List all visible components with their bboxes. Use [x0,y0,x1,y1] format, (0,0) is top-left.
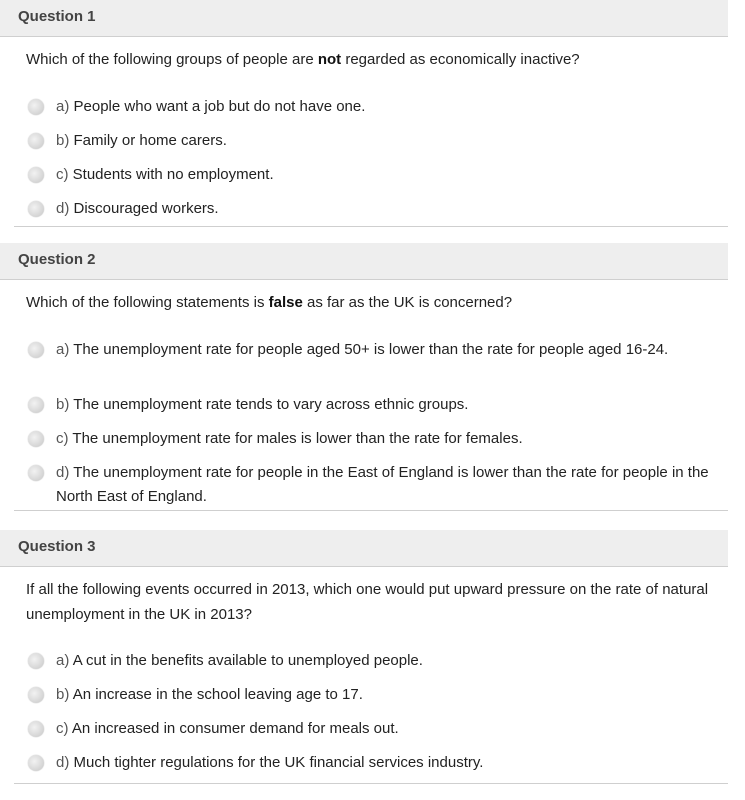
option-text: A cut in the benefits available to unemployed people. [72,652,423,669]
option-text: The unemployment rate for people in the East of England is lower than the rate for people in the North East of England. [56,464,709,505]
question-header [0,0,728,37]
option-text: Much tighter regulations for the UK financial services industry. [73,754,484,771]
radio-button[interactable] [28,167,44,183]
radio-button[interactable] [28,653,44,669]
question-header [0,243,728,280]
question-body: Which of the following statements is false as far as the UK is concerned? a) The unemployment rate for people aged 50+ is lower than the rate for people aged 16-24. b) The unemployment rate tends to vary across ethnic groups. c) The unemployment rate for males is lower than the rate for females. d) The unemployment rate for people in the East of England is lower than the rate for people in the North East of England. [14,280,728,511]
radio-button[interactable] [28,133,44,149]
question-title: Question 2 [18,251,96,268]
question-body: Which of the following groups of people are not regarded as economically inactive? a) People who want a job but do not have one. b) Family or home carers. c) Students with no employment. d) Discouraged workers. [14,37,728,227]
radio-button[interactable] [28,721,44,737]
question-title: Question 3 [18,538,96,555]
radio-button[interactable] [28,342,44,358]
question-body: If all the following events occurred in 2013, which one would put upward pressure on the rate of natural unemployment in the UK in 2013? a) A cut in the benefits available to unemployed people. b) An increase in the school leaving age to 17. c) An increased in consumer demand for meals out. d) Much tighter regulations for the UK financial services industry. [14,567,728,784]
option-text: Family or home carers. [73,132,227,149]
option-text: People who want a job but do not have one. [73,98,366,115]
option-text: An increased in consumer demand for meals out. [71,720,399,737]
question-title: Question 1 [18,8,96,25]
option-text: The unemployment rate tends to vary across ethnic groups. [73,396,469,413]
radio-button[interactable] [28,201,44,217]
question-prompt: If all the following events occurred in 2013, which one would put upward pressure on the rate of natural unemployment in the UK in 2013? [26,581,709,623]
question-header [0,530,728,567]
option-text: The unemployment rate for males is lower than the rate for females. [72,430,523,447]
radio-button[interactable] [28,99,44,115]
radio-button[interactable] [28,687,44,703]
question-prompt: Which of the following statements is false as far as the UK is concerned? [26,294,513,311]
radio-button[interactable] [28,397,44,413]
radio-button[interactable] [28,755,44,771]
option-text: Discouraged workers. [73,200,219,217]
option-text: An increase in the school leaving age to 17. [72,686,363,703]
radio-button[interactable] [28,465,44,481]
question-prompt: Which of the following groups of people are not regarded as economically inactive? [26,51,580,68]
option-text: The unemployment rate for people aged 50+ is lower than the rate for people aged 16-24. [73,341,669,358]
radio-button[interactable] [28,431,44,447]
option-text: Students with no employment. [72,166,274,183]
emphasis-text: false [268,294,303,311]
emphasis-text: not [317,51,342,68]
